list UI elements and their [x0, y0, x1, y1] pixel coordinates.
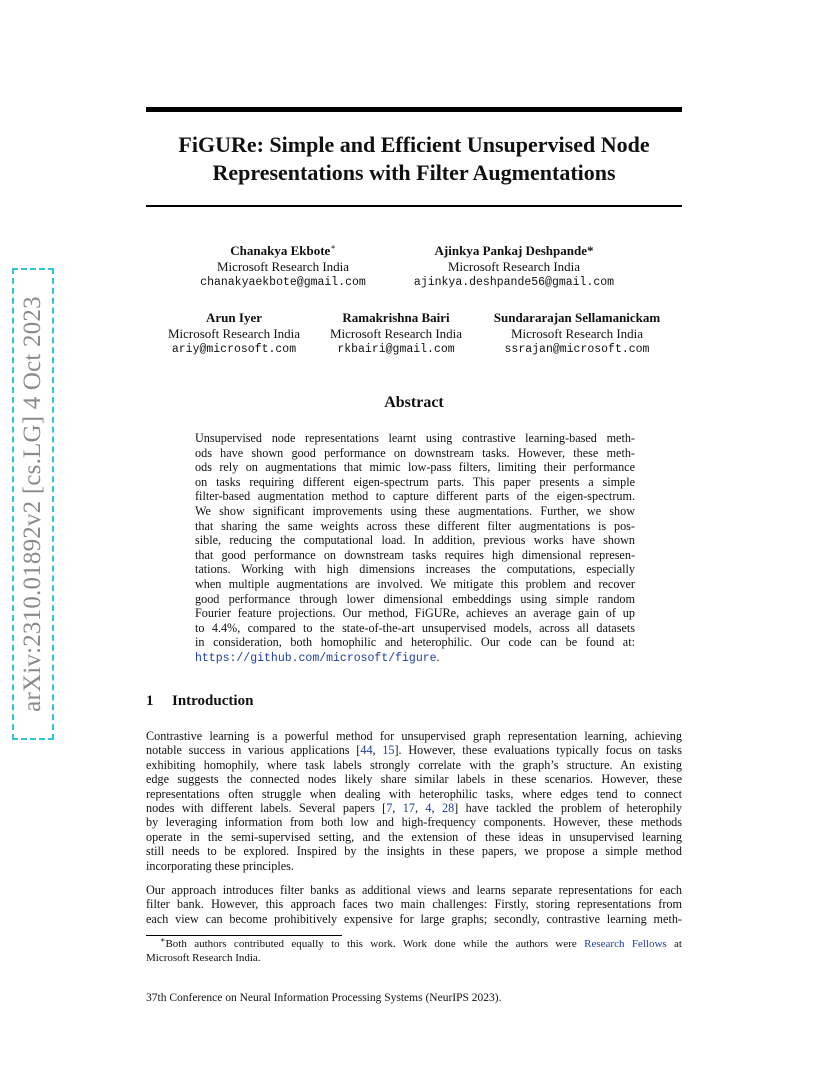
abstract-line: tations. Working with high dimensions increases the computations, especially — [195, 562, 635, 577]
abstract-line: Unsupervised node representations learnt using contrastive learning-based meth- — [195, 431, 635, 445]
author-mark: * — [586, 243, 594, 258]
author-5 — [482, 310, 672, 358]
arxiv-stamp-text: arXiv:2310.01892v2 [cs.LG] 4 Oct 2023 — [19, 296, 47, 712]
section-number: 1 — [146, 693, 154, 709]
author-2 — [400, 243, 628, 291]
author-affiliation: Microsoft Research India — [329, 326, 463, 341]
abstract-line: sible, reducing the computational load. In addition, previous works have shown — [195, 533, 635, 548]
author-email: ajinkya.deshpande56@gmail.com — [413, 276, 615, 289]
author-email: chanakyaekbote@gmail.com — [200, 276, 366, 289]
title-line-1: FiGURe: Simple and Efficient Unsupervised Node — [178, 132, 650, 157]
abstract-line: filter-based augmentation method to capture different parts of the eigen-spectrum. — [195, 489, 635, 504]
author-email: rkbairi@gmail.com — [337, 343, 455, 356]
author-name: Chanakya Ekbote — [230, 243, 331, 258]
abstract-line: Fourier feature projections. Our method, FiGURe, achieves an average gain of up — [195, 606, 635, 621]
paragraph-line: incorporating these principles. — [146, 858, 294, 873]
author-1 — [168, 243, 398, 291]
abstract-line: on tasks requiring different eigen-spectrum parts. This paper presents a simple — [195, 474, 635, 489]
paper-title — [146, 131, 682, 187]
paragraph-line: each view can become prohibitively expensive for large graphs; secondly, contrastive learning meth- — [146, 911, 682, 926]
citation-link[interactable]: 15 — [382, 743, 395, 758]
paragraph-line: edge suggests the connected nodes likely share similar labels in these scenarios. However, these — [146, 772, 682, 787]
paragraph-line: still needs to be explored. Inspired by the insights in these papers, we propose a simple method — [146, 844, 682, 859]
abstract-line: in consideration, both homophilic and heterophilic. Our code can be found at: — [195, 635, 635, 650]
author-name: Sundararajan Sellamanickam — [493, 310, 661, 325]
paragraph-line: nodes with different labels. Several papers [7, 17, 4, 28] have tackled the problem of heterophily — [146, 801, 683, 816]
author-4 — [316, 310, 476, 358]
arxiv-stamp — [12, 268, 54, 740]
intro-paragraph-2 — [146, 883, 682, 926]
abstract-line: We show significant improvements using these augmentations. Further, we show — [195, 503, 635, 518]
author-affiliation: Microsoft Research India — [510, 326, 644, 341]
author-name: Ramakrishna Bairi — [342, 310, 450, 325]
footnote-line: ∗Both authors contributed equally to this work. Work done while the authors were Research Fellows at — [160, 935, 682, 950]
paragraph-line: notable success in various applications [44, 15]. However, these evaluations typically focus on tasks — [146, 743, 683, 758]
title-bottom-rule — [146, 205, 682, 207]
abstract-line: when multiple augmentations are involved. We mitigate this problem and recover — [195, 576, 635, 591]
paragraph-line: representations often struggle when dealing with heterophilic tasks, where edges tend to connect — [146, 786, 682, 801]
author-email: ariy@microsoft.com — [171, 343, 297, 356]
abstract-line: ods rely on augmentations that mimic low-pass filters, limiting their performance — [195, 460, 635, 475]
title-top-rule — [146, 107, 682, 112]
author-email: ssrajan@microsoft.com — [504, 343, 650, 356]
paragraph-line: Our approach introduces filter banks as additional views and learns separate representations for each — [146, 883, 682, 897]
citation-link[interactable]: 4 — [425, 801, 432, 816]
abstract-heading: Abstract — [384, 394, 444, 411]
footnote-rule — [146, 935, 342, 936]
footnote — [146, 937, 682, 965]
footnote-line: Microsoft Research India. — [146, 952, 261, 964]
author-affiliation: Microsoft Research India — [167, 326, 301, 341]
author-3 — [154, 310, 314, 358]
abstract-line: that sharing the same weights across these different filter augmentations is pos- — [195, 518, 635, 533]
paragraph-line: by leveraging information from both low and high-frequency components. However, these methods — [146, 815, 682, 830]
section-heading-introduction — [146, 693, 253, 710]
author-affiliation: Microsoft Research India — [447, 259, 581, 274]
author-name: Arun Iyer — [206, 310, 262, 325]
venue-footer: 37th Conference on Neural Information Processing Systems (NeurIPS 2023). — [146, 992, 502, 1004]
abstract-line: good performance through lower dimensional embeddings using simple random — [195, 591, 635, 606]
author-mark: ∗ — [330, 242, 336, 252]
author-affiliation: Microsoft Research India — [216, 259, 350, 274]
abstract-line: that good performance on downstream tasks requires high dimensional represen- — [195, 547, 635, 562]
title-line-2: Representations with Filter Augmentations — [212, 160, 616, 185]
paragraph-line: filter bank. However, this approach faces two main challenges: Firstly, storing representations from — [146, 897, 682, 912]
author-name: Ajinkya Pankaj Deshpande — [434, 243, 587, 258]
citation-link[interactable]: 7 — [386, 801, 393, 816]
paragraph-line: operate in the semi-supervised setting, and the extension of these ideas in unsupervised learning — [146, 829, 682, 844]
abstract-body — [195, 431, 635, 667]
footnote-mark: ∗ — [160, 935, 166, 945]
abstract-line: to 4.4%, compared to the state-of-the-art unsupervised models, across all datasets — [195, 620, 635, 635]
code-url-period: . — [436, 649, 440, 664]
abstract-line: ods have shown good performance on downstream tasks. However, these meth- — [195, 445, 635, 460]
paragraph-line: Contrastive learning is a powerful method for unsupervised graph representation learning, achieving — [146, 729, 682, 743]
citation-link[interactable]: 28 — [441, 801, 455, 816]
code-url-link[interactable]: https://github.com/microsoft/figure — [195, 651, 437, 665]
paragraph-line: exhibiting homophily, where task labels strongly correlate with the graph’s structure. An existing — [146, 757, 682, 772]
research-fellows-link[interactable]: Research Fellows — [584, 938, 667, 950]
citation-link[interactable]: 17 — [402, 801, 415, 816]
section-title: Introduction — [172, 693, 254, 709]
intro-paragraph-1 — [146, 729, 682, 873]
citation-link[interactable]: 44 — [360, 743, 373, 758]
